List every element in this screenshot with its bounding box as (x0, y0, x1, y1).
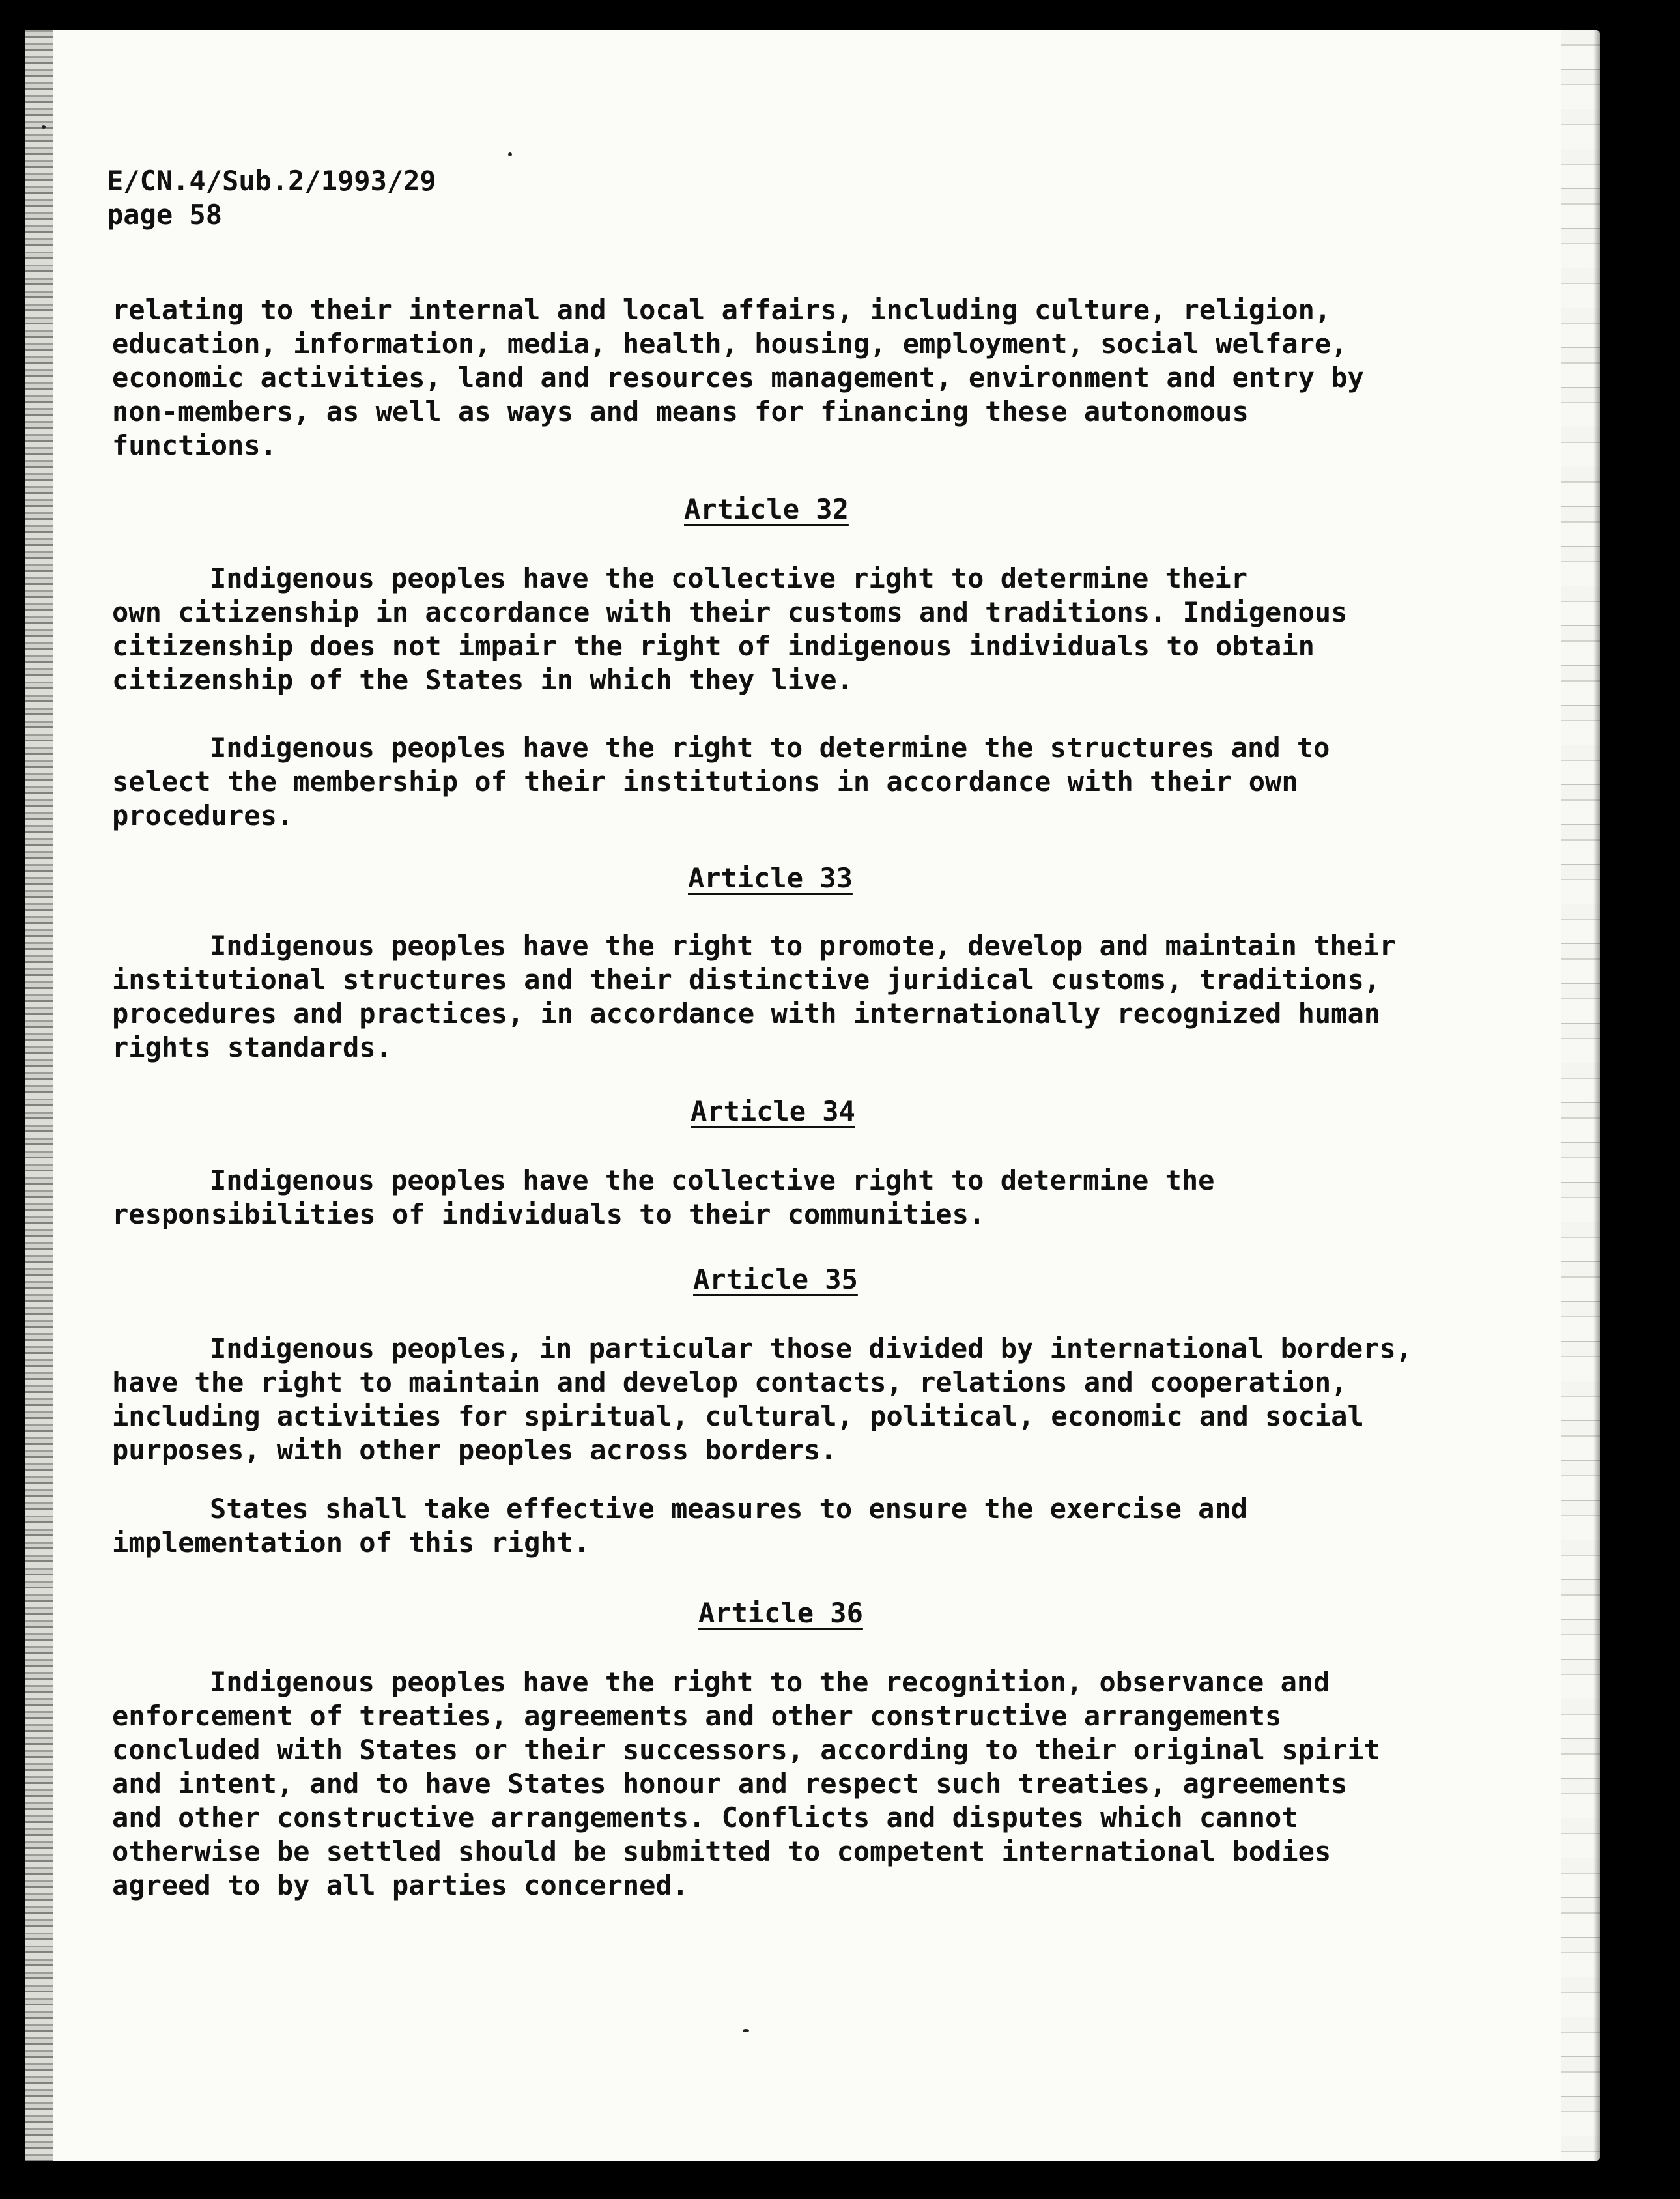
article-heading-32: Article 32 (684, 493, 849, 525)
article-heading-34: Article 34 (691, 1095, 855, 1127)
article-32-paragraph-2: Indigenous peoples have the right to determine the structures and to select the membership of their institutions in accordance with their own procedures. (112, 732, 1330, 831)
scan-speck (743, 2029, 749, 2032)
document-body (25, 30, 1600, 2161)
article-36-paragraph-1: Indigenous peoples have the right to the recognition, observance and enforcement of treaties, agreements and other constructive arrangements concluded with States or their successors, according to their original spirit and intent, and to have States honour and respect such treaties, agreements and other constructive arrangements. Conflicts and disputes which cannot otherwise be settled should be submitted to competent international bodies agreed to by all parties concerned. (112, 1666, 1381, 1901)
paper-sheet (25, 30, 1600, 2161)
article-35-paragraph-1: Indigenous peoples, in particular those divided by international borders, have the right to maintain and develop contacts, relations and cooperation, including activities for spiritual, cultural, political, economic and social purposes, with other peoples across borders. (112, 1332, 1412, 1466)
article-32-paragraph-1: Indigenous peoples have the collective right to determine their own citizenship in accordance with their customs and traditions. Indigenous citizenship does not impair the right of indigenous individuals to obtain citizenship of the States in which they live. (112, 562, 1348, 696)
continuation-paragraph: relating to their internal and local affairs, including culture, religion, education, information, media, health, housing, employment, social welfare, economic activities, land and resources management, environment and entry by non-members, as well as ways and means for financing these autonomous functions. (112, 294, 1364, 461)
scan-speck (508, 152, 512, 156)
document-header (107, 164, 436, 232)
article-heading-36: Article 36 (698, 1597, 863, 1629)
article-heading-33: Article 33 (688, 862, 853, 894)
page-number: page 58 (107, 199, 223, 231)
article-34-paragraph-1: Indigenous peoples have the collective right to determine the responsibilities of individuals to their communities. (112, 1164, 1215, 1230)
document-symbol: E/CN.4/Sub.2/1993/29 (107, 165, 436, 197)
scan-speck (42, 125, 46, 129)
article-heading-35: Article 35 (693, 1263, 858, 1295)
article-35-paragraph-2: States shall take effective measures to ensure the exercise and implementation of this right. (112, 1493, 1248, 1559)
article-33-paragraph-1: Indigenous peoples have the right to promote, develop and maintain their institutional structures and their distinctive juridical customs, traditions, procedures and practices, in accordance with internationally recognized human rights standards. (112, 930, 1396, 1063)
